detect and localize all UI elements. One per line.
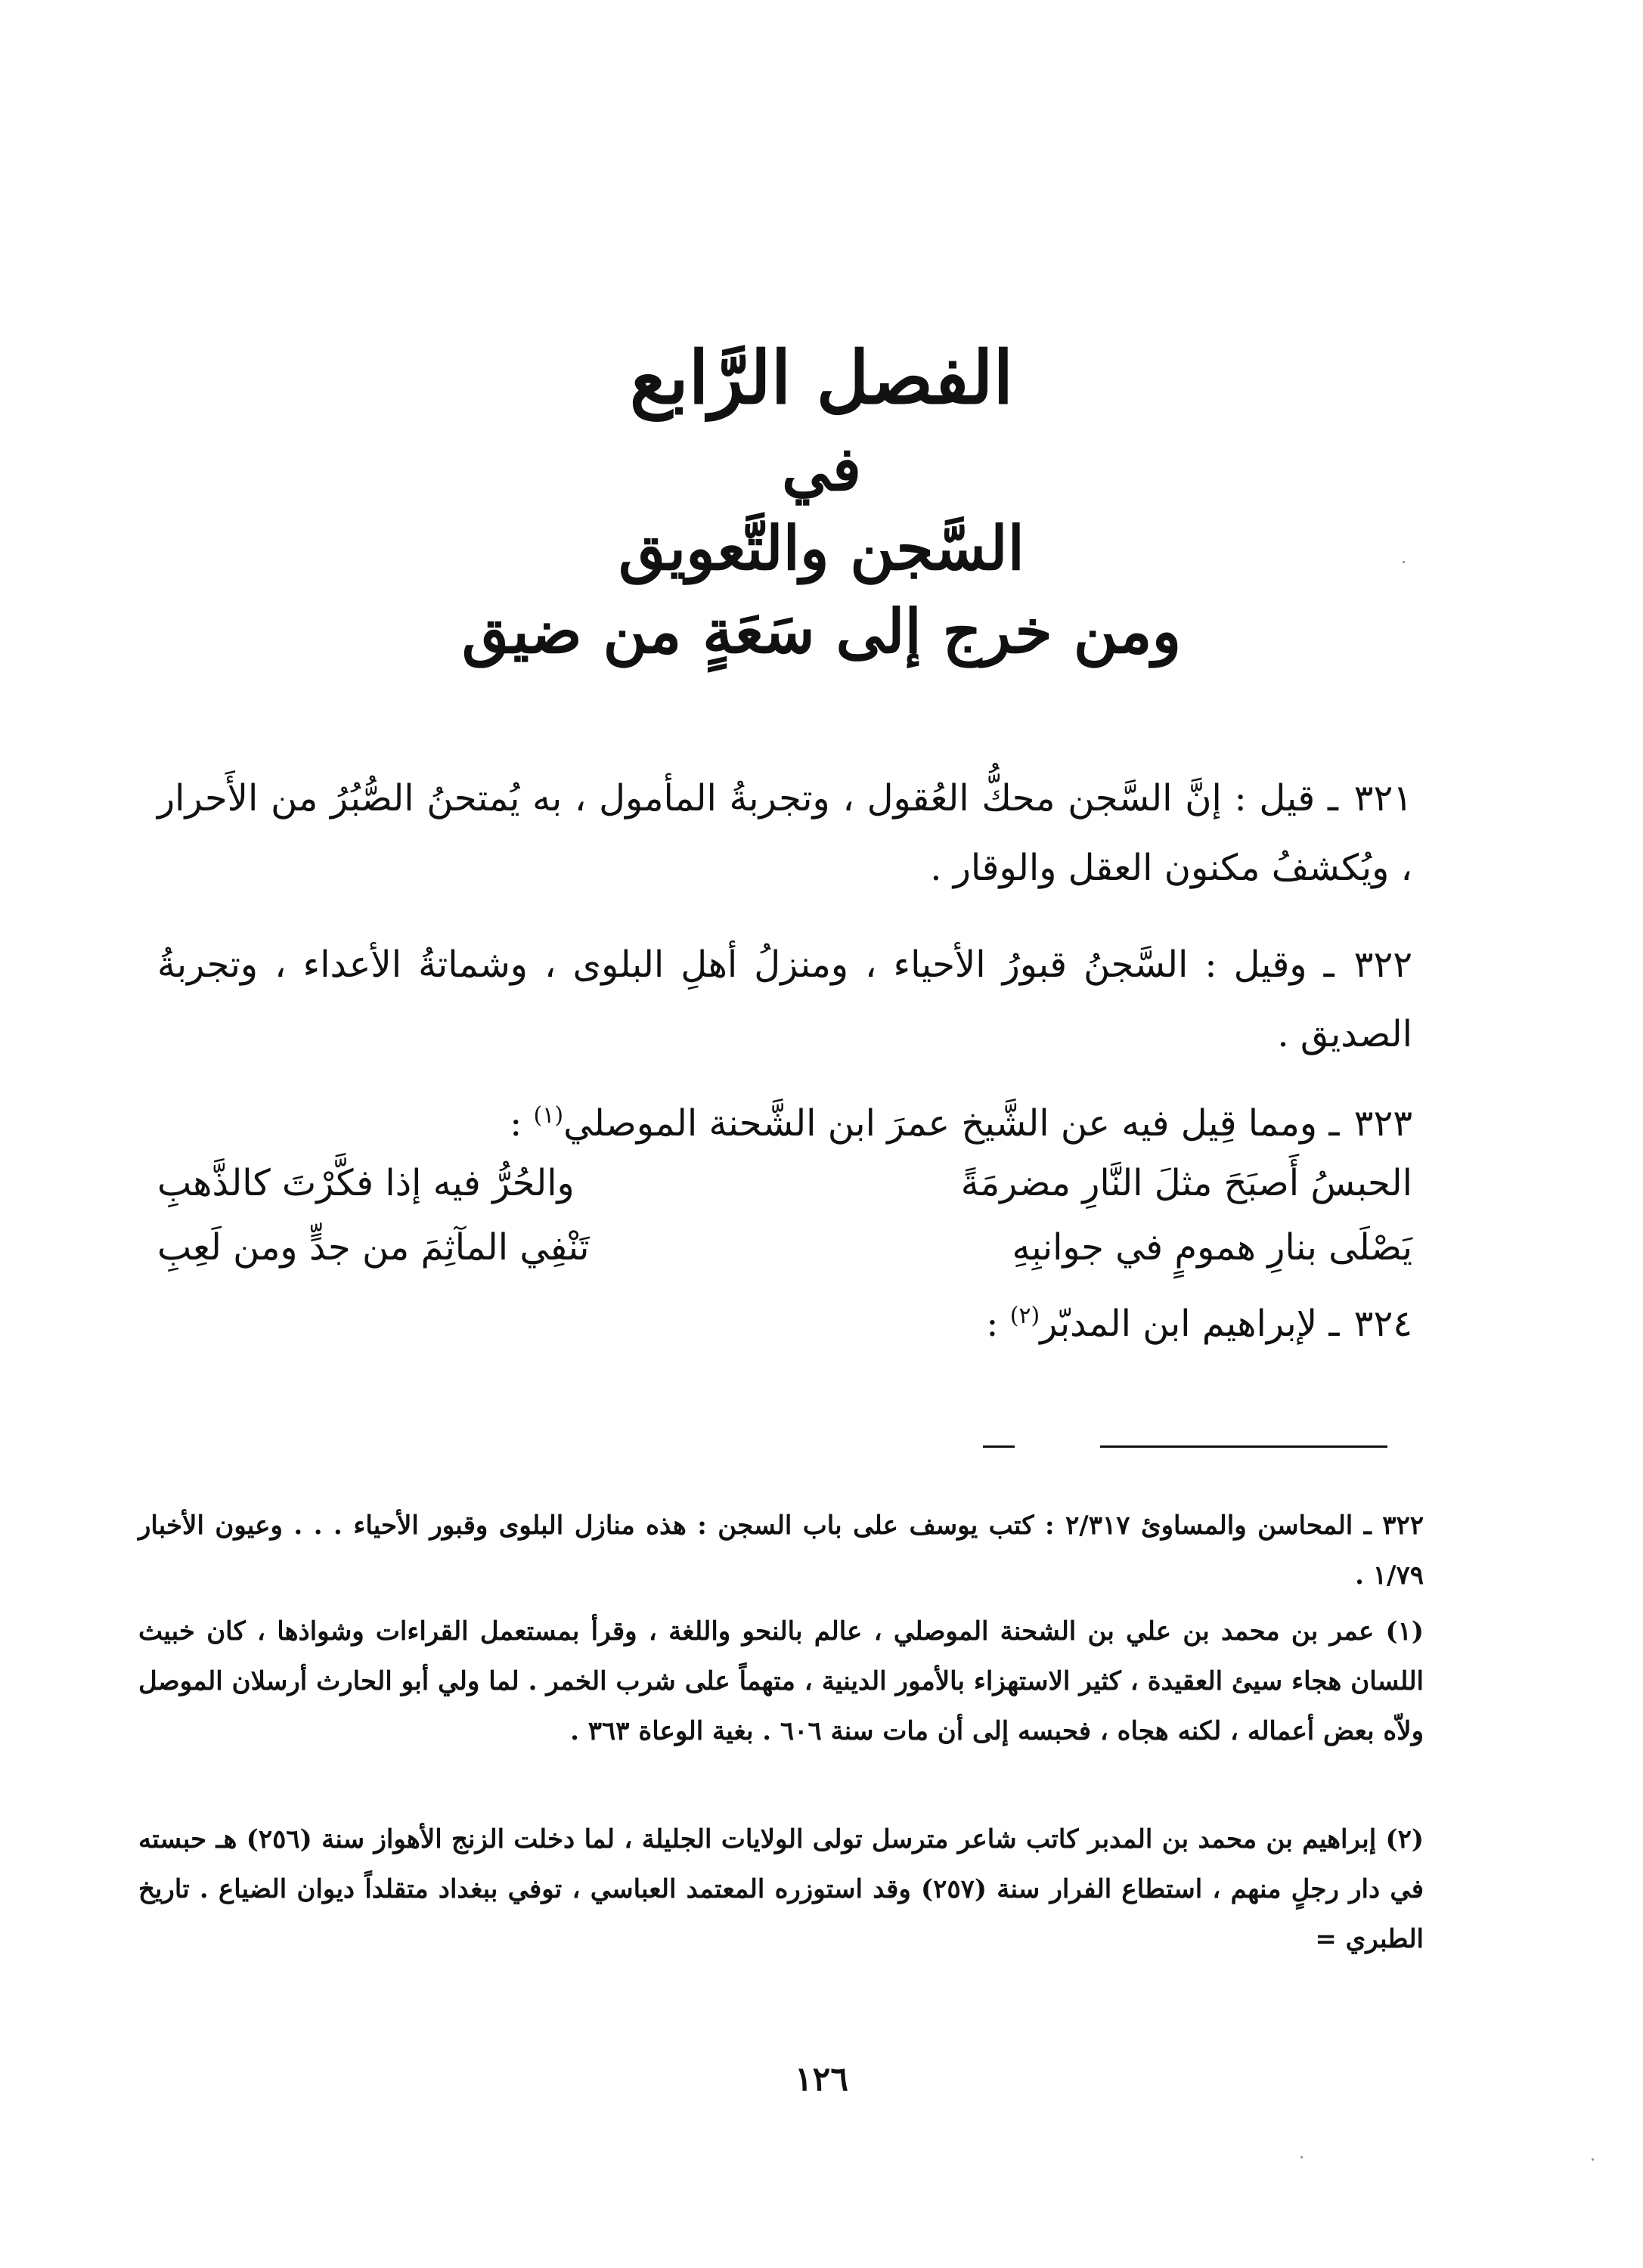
paragraph-tail: : <box>986 1303 1010 1345</box>
footnote-marker: (١) <box>533 1102 564 1129</box>
verse-second-hemistich: والحُرُّ فيه إذا فكَّرْتَ كالذَّهبِ <box>157 1162 575 1204</box>
chapter-preposition: في <box>782 433 861 504</box>
paragraph-dash: ـ <box>1317 1102 1340 1145</box>
footnote-text: ـ المحاسن والمساوئ ٢/٣١٧ : كتب يوسف على باب السجن : هذه منازل البلوى وقبور الأحياء . . . وعيون الأخبار ١/٧٩ . <box>138 1510 1424 1591</box>
scan-speck <box>1592 2158 1594 2161</box>
page-number: ١٢٦ <box>795 2060 848 2099</box>
verse-line <box>157 1153 1412 1213</box>
paragraph-324 <box>157 1289 1412 1359</box>
paragraph-dash: ـ <box>1317 1303 1340 1345</box>
paragraph-text: قيل : إنَّ السَّجن محكُّ العُقول ، وتجربةُ المأمول ، به يُمتحنُ الصُّبُرُ من الأَحرار ، ويُكشفُ مكنون العقل والوقار . <box>157 777 1412 889</box>
paragraph-dash: ـ <box>1315 777 1338 820</box>
scan-speck <box>1300 2156 1303 2158</box>
paragraph-321 <box>157 764 1412 903</box>
footnote-label: (١) <box>1385 1616 1424 1647</box>
paragraph-number: ٣٢١ <box>1353 777 1413 820</box>
footnote-1 <box>138 1606 1424 1756</box>
footnote-2 <box>138 1814 1424 1964</box>
footnote-322 <box>138 1501 1424 1600</box>
paragraph-tail: : <box>510 1102 534 1145</box>
chapter-title: الفصل الرَّابع <box>629 335 1014 420</box>
paragraph-text: وقيل : السَّجنُ قبورُ الأحياء ، ومنزلُ أهلِ البلوى ، وشماتةُ الأعداء ، وتجربةُ الصديق . <box>157 943 1412 1055</box>
chapter-subtitle-line-2: ومن خرج إلى سَعَةٍ من ضيق <box>461 596 1182 667</box>
paragraph-323 <box>157 1089 1412 1158</box>
paragraph-322 <box>157 930 1412 1069</box>
footnote-text: إبراهيم بن محمد بن المدبر كاتب شاعر مترسل تولى الولايات الجليلة ، لما دخلت الزنج الأهواز سنة (٢٥٦) هـ حبسته في دار رجلٍ منهم ، استطاع الفرار سنة (٢٥٧) وقد استوزره المعتمد العباسي ، توفي ببغداد متقلداً ديوان الضياع . تاريخ الطبري = <box>138 1824 1424 1954</box>
footnote-label: ٣٢٢ <box>1382 1510 1424 1541</box>
footnote-text: عمر بن محمد بن علي بن الشحنة الموصلي ، عالم بالنحو واللغة ، وقرأ بمستعمل القراءات وشواذها ، كان خبيث اللسان هجاء سيئ العقيدة ، كثير الاستهزاء بالأمور الدينية ، متهماً على شرب الخمر . لما ولي أبو الحارث أرسلان الموصل ولاّه بعض أعماله ، لكنه هجاه ، فحبسه إلى أن مات سنة ٦٠٦ . بغية الوعاة ٣٦٣ . <box>138 1616 1424 1746</box>
footnote-label: (٢) <box>1385 1824 1424 1854</box>
verse-first-hemistich: يَصْلَى بنارِ همومٍ في جوانبِهِ <box>1012 1226 1412 1269</box>
verse-second-hemistich: تَنْفِي المآثِمَ من جدٍّ ومن لَعِبِ <box>157 1226 590 1269</box>
paragraph-dash: ـ <box>1307 943 1335 986</box>
verse-line <box>157 1217 1412 1278</box>
footnote-separator-short <box>983 1445 1015 1448</box>
paragraph-text: لإبراهيم ابن المدبّر <box>1040 1303 1318 1345</box>
verse-first-hemistich: الحبسُ أَصبَحَ مثلَ النَّارِ مضرمَةً <box>960 1162 1412 1204</box>
paragraph-text: ومما قِيل فيه عن الشَّيخ عمرَ ابن الشَّحنة الموصلي <box>563 1102 1318 1145</box>
chapter-subtitle-line-1: السَّجن والتَّعويق <box>618 513 1025 584</box>
footnote-separator <box>1100 1445 1387 1448</box>
footnote-marker: (٢) <box>1009 1303 1040 1329</box>
paragraph-number: ٣٢٤ <box>1353 1303 1412 1345</box>
paragraph-number: ٣٢٣ <box>1353 1102 1412 1145</box>
scan-speck <box>1403 561 1405 563</box>
paragraph-number: ٣٢٢ <box>1353 943 1413 986</box>
